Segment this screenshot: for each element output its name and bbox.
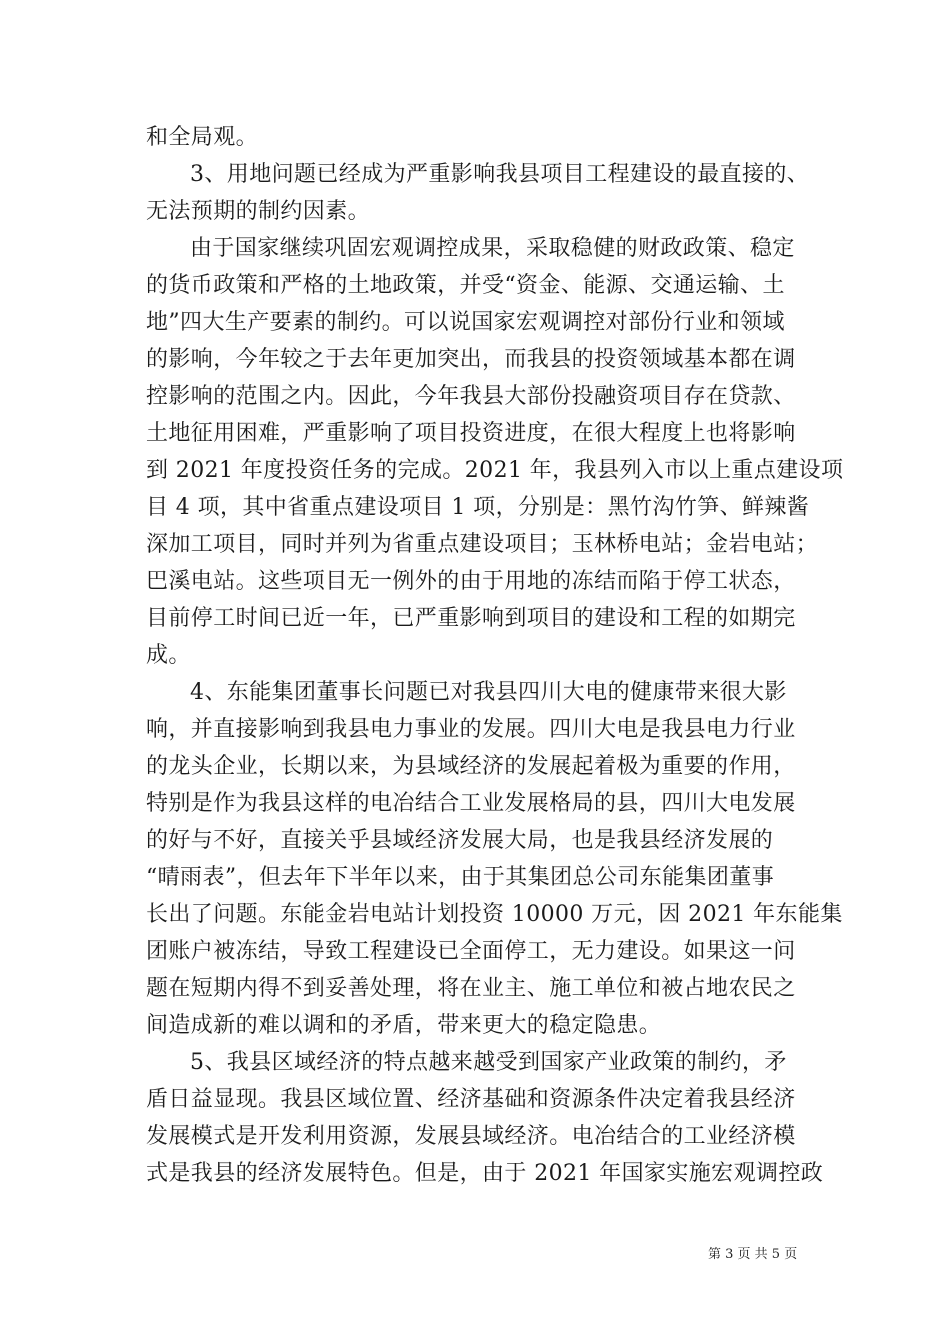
text-line: 地”四大生产要素的制约。可以说国家宏观调控对部份行业和领域 <box>146 310 785 335</box>
text-line: 响，并直接影响到我县电力事业的发展。四川大电是我县电力行业 <box>146 717 796 742</box>
text-line: 盾日益显现。我县区域位置、经济基础和资源条件决定着我县经济 <box>146 1087 796 1112</box>
text-line: 无法预期的制约因素。 <box>146 199 371 224</box>
text-line: 5、我县区域经济的特点越来越受到国家产业政策的制约，矛 <box>190 1050 787 1075</box>
text-line: 特别是作为我县这样的电冶结合工业发展格局的县，四川大电发展 <box>146 791 796 816</box>
text-line: 间造成新的难以调和的矛盾，带来更大的稳定隐患。 <box>146 1013 662 1038</box>
text-line: 的好与不好，直接关乎县域经济发展大局，也是我县经济发展的 <box>146 828 774 853</box>
text-line: 由于国家继续巩固宏观调控成果，采取稳健的财政政策、稳定 <box>190 236 795 261</box>
text-line: 深加工项目，同时并列为省重点建设项目；玉林桥电站；金岩电站； <box>146 532 819 557</box>
text-line: “晴雨表”，但去年下半年以来，由于其集团总公司东能集团董事 <box>146 865 775 890</box>
page-number: 第 3 页 共 5 页 <box>708 1247 798 1262</box>
text-line: 和全局观。 <box>146 125 259 150</box>
text-line: 控影响的范围之内。因此，今年我县大部份投融资项目存在贷款、 <box>146 384 796 409</box>
text-line: 目 4 项，其中省重点建设项目 1 项，分别是：黑竹沟竹笋、鲜辣酱 <box>146 495 810 520</box>
text-line: 长出了问题。东能金岩电站计划投资 10000 万元，因 2021 年东能集 <box>146 902 843 927</box>
text-line: 3、用地问题已经成为严重影响我县项目工程建设的最直接的、 <box>190 162 810 187</box>
text-line: 目前停工时间已近一年，已严重影响到项目的建设和工程的如期完 <box>146 606 796 631</box>
text-line: 的影响，今年较之于去年更加突出，而我县的投资领域基本都在调 <box>146 347 796 372</box>
text-line: 发展模式是开发利用资源，发展县域经济。电冶结合的工业经济模 <box>146 1124 796 1149</box>
text-line: 题在短期内得不到妥善处理，将在业主、施工单位和被占地农民之 <box>146 976 796 1001</box>
text-line: 的龙头企业，长期以来，为县域经济的发展起着极为重要的作用， <box>146 754 796 779</box>
text-line: 4、东能集团董事长问题已对我县四川大电的健康带来很大影 <box>190 680 787 705</box>
text-line: 到 2021 年度投资任务的完成。2021 年，我县列入市以上重点建设项 <box>146 458 844 483</box>
text-line: 土地征用困难，严重影响了项目投资进度，在很大程度上也将影响 <box>146 421 796 446</box>
text-line: 的货币政策和严格的土地政策，并受“资金、能源、交通运输、土 <box>146 273 785 298</box>
text-line: 式是我县的经济发展特色。但是，由于 2021 年国家实施宏观调控政 <box>146 1161 824 1186</box>
text-line: 团账户被冻结，导致工程建设已全面停工，无力建设。如果这一问 <box>146 939 796 964</box>
text-line: 巴溪电站。这些项目无一例外的由于用地的冻结而陷于停工状态， <box>146 569 796 594</box>
text-line: 成。 <box>146 643 191 668</box>
